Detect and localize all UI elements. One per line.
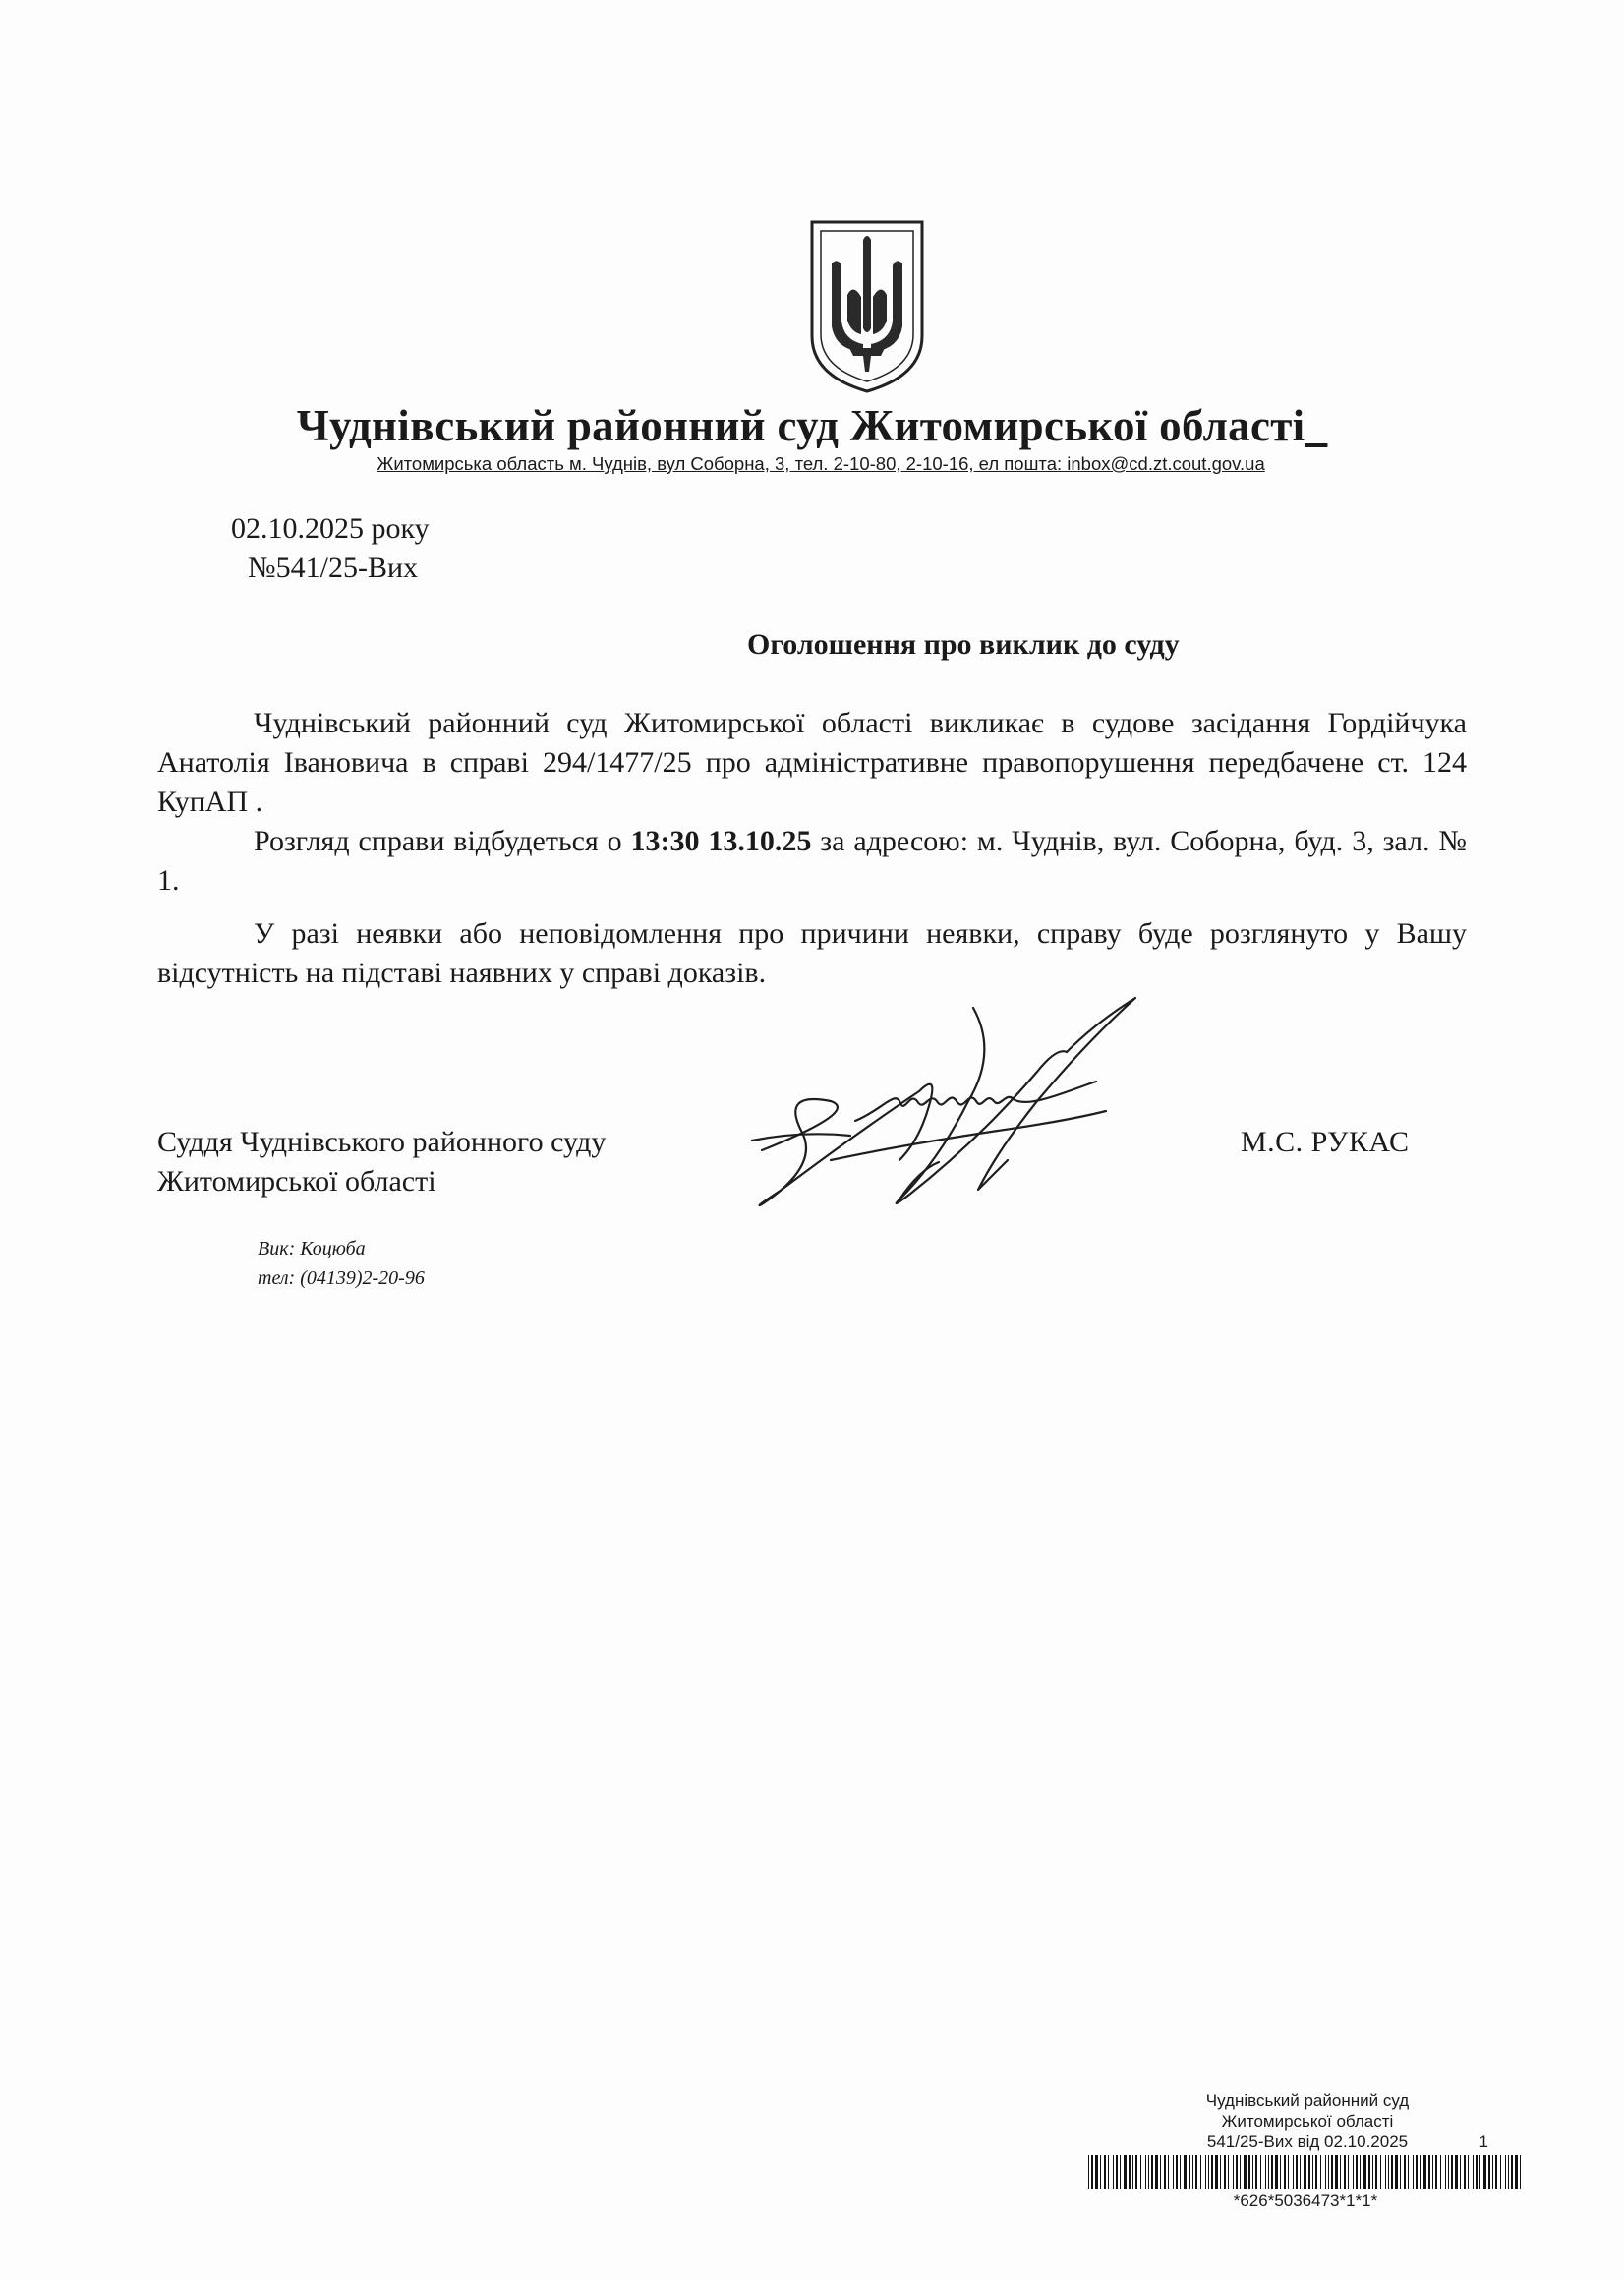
judge-name: М.С. РУКАС	[1241, 1126, 1410, 1158]
document-number: №541/25-Вих	[248, 552, 419, 584]
body-paragraph-hearing: Розгляд справи відбудеться о 13:30 13.10.25 за адресою: м. Чуднів, вул. Соборна, буд. 3, зал. № 1.	[157, 825, 1467, 897]
stamp-page-number: 1	[1479, 2133, 1488, 2151]
executor-info: Вик: Коцюба тел: (04139)2-20-96	[258, 1238, 425, 1289]
body-paragraph-summons: Чуднівський районний суд Житомирської області викликає в судове засідання Гордійчука Анатолія Івановича в справі 294/1477/25 про адміністративне правопорушення передбачене ст. 124 КупАП .	[157, 707, 1467, 818]
document-date: 02.10.2025 року	[231, 512, 430, 545]
barcode	[1088, 2155, 1523, 2189]
hearing-time: 13:30 13.10.25	[630, 825, 812, 857]
coat-of-arms-emblem	[808, 218, 926, 395]
judge-title: Суддя Чуднівського районного суду Житомирської області	[157, 1126, 607, 1198]
barcode-text: *626*5036473*1*1*	[1233, 2192, 1378, 2210]
handwritten-signature	[742, 993, 1253, 1229]
body-paragraph-absence: У разі неявки або неповідомлення про причини неявки, справу буде розглянуто у Вашу відсутність на підставі наявних у справі доказів.	[157, 917, 1467, 989]
court-name-heading: Чуднівський районний суд Житомирської області_	[296, 401, 1328, 450]
notice-title: Оголошення про виклик до суду	[747, 628, 1180, 661]
court-address-line: Житомирська область м. Чуднів, вул Соборна, 3, тел. 2-10-80, 2-10-16, ел пошта: inbox@cd.zt.cout.gov.ua	[377, 453, 1265, 474]
registration-stamp: Чуднівський районний суд Житомирської області 541/25-Вих від 02.10.2025 1	[1205, 2091, 1488, 2151]
